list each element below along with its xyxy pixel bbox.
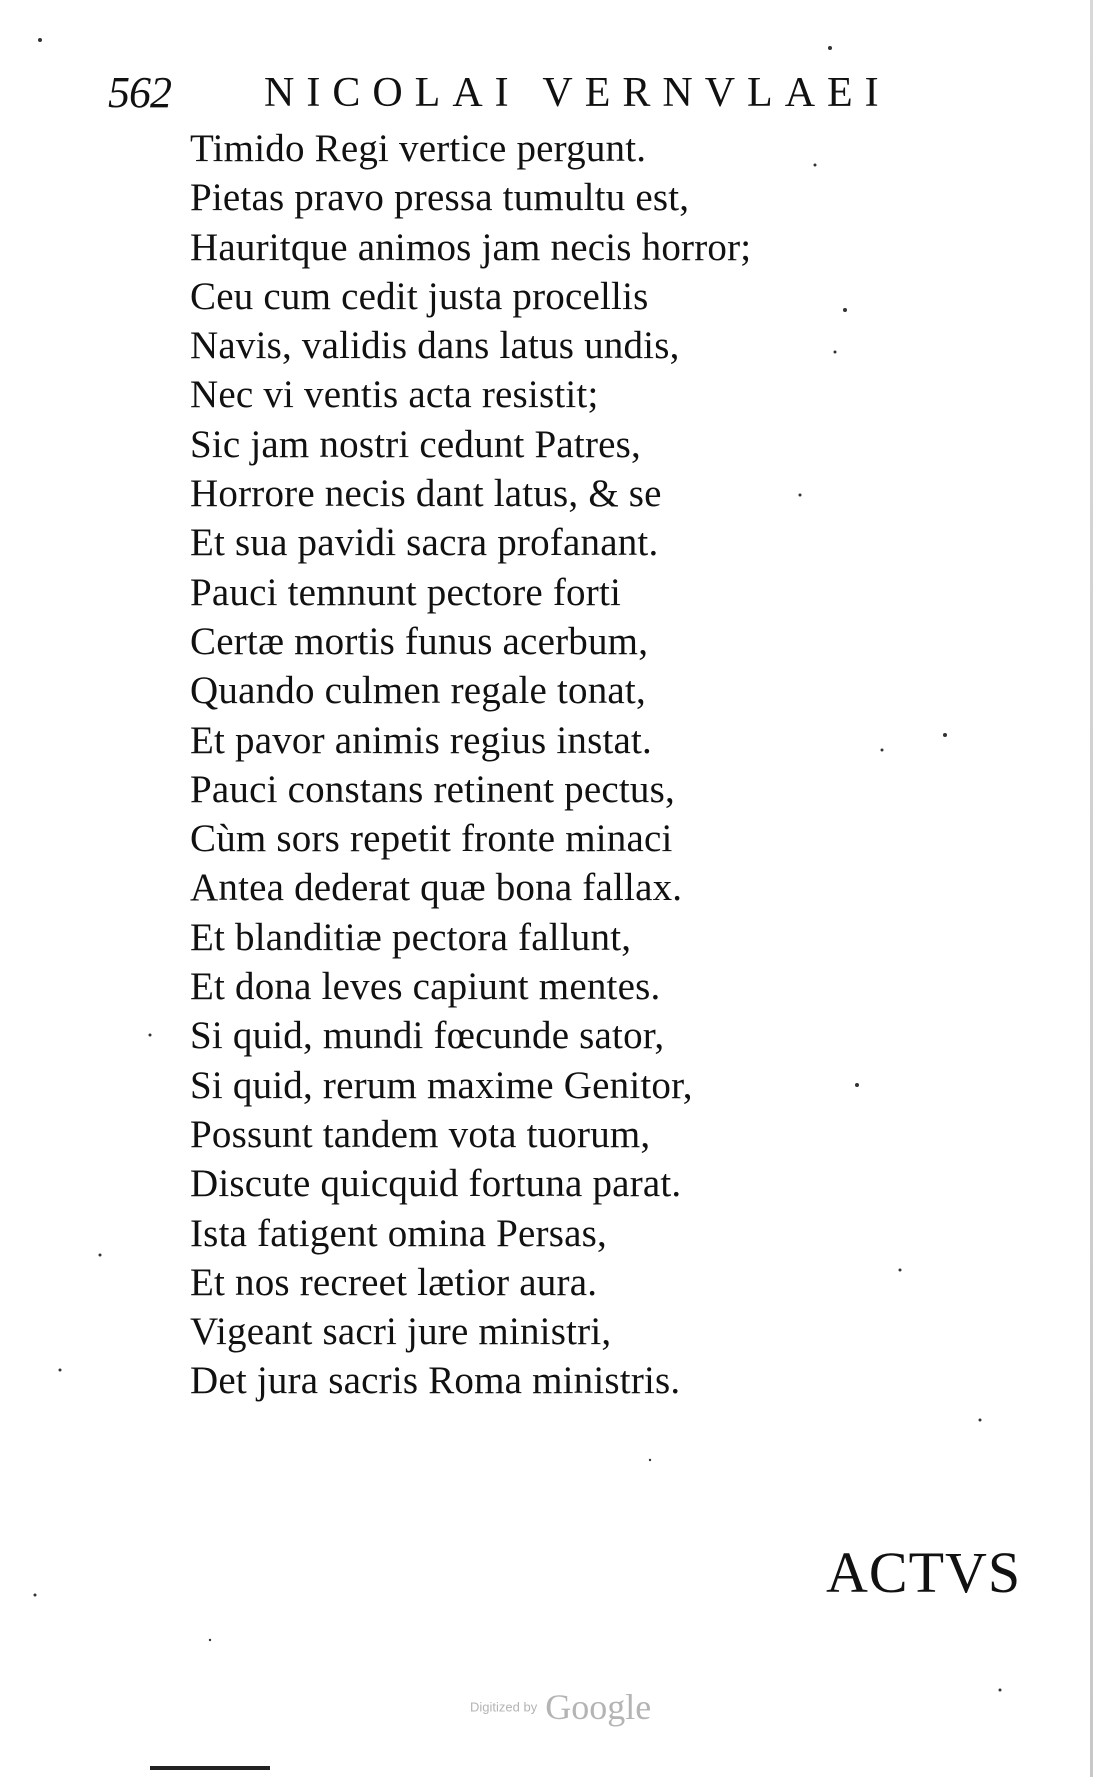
catchword: ACTVS [826, 1540, 1022, 1605]
verse-line: Et sua pavidi sacra profanant. [190, 521, 659, 565]
speck [38, 38, 42, 42]
verse-line: Certæ mortis funus acerbum, [190, 619, 649, 663]
verse-line: Discute quicquid fortuna parat. [190, 1162, 682, 1206]
speck [59, 1369, 62, 1372]
verse-line: Ista fatigent omina Persas, [190, 1211, 607, 1255]
page-header [108, 68, 891, 118]
speck [943, 733, 947, 737]
verse-line: Antea dederat quæ bona fallax. [190, 866, 683, 910]
page-number: 562 [108, 68, 171, 117]
verse-line: Det jura sacris Roma ministris. [190, 1359, 681, 1403]
verse-line: Pietas pravo pressa tumultu est, [190, 176, 690, 220]
digitization-watermark [470, 1686, 651, 1726]
speck [899, 1269, 902, 1272]
verse-line: Quando culmen regale tonat, [190, 669, 646, 713]
speck [99, 1254, 102, 1257]
verse-line: Navis, validis dans latus undis, [190, 324, 680, 368]
verse-line: Et blanditiæ pectora fallunt, [190, 915, 632, 959]
verse-line: Et dona leves capiunt mentes. [190, 965, 661, 1009]
verse-line: Pauci constans retinent pectus, [190, 767, 675, 811]
watermark-prefix: Digitized by [470, 1699, 538, 1715]
verse-line: Pauci temnunt pectore forti [190, 570, 622, 614]
speck [209, 1639, 211, 1641]
speck [828, 46, 832, 50]
speck [149, 1034, 152, 1037]
speck [979, 1419, 982, 1422]
bottom-edge-mark [150, 1766, 270, 1770]
verse-line: Et nos recreet lætior aura. [190, 1260, 598, 1304]
verse-line: Timido Regi vertice pergunt. [190, 127, 647, 170]
verse-line: Et pavor animis regius instat. [190, 718, 653, 762]
running-head: NICOLAI VERNVLAEI [264, 70, 891, 116]
verse-line: Hauritque animos jam necis horror; [190, 225, 752, 269]
verse-block [190, 124, 870, 1406]
verse-line: Nec vi ventis acta resistit; [190, 373, 599, 417]
speck [34, 1594, 37, 1597]
speck [649, 1459, 651, 1461]
verse-line: Sic jam nostri cedunt Patres, [190, 422, 641, 466]
verse-line: Cùm sors repetit fronte minaci [190, 817, 673, 861]
speck [999, 1689, 1002, 1692]
verse-line: Possunt tandem vota tuorum, [190, 1112, 651, 1156]
verse-line: Si quid, rerum maxime Genitor, [190, 1063, 693, 1107]
verse-line: Vigeant sacri jure ministri, [190, 1310, 612, 1354]
verse-line: Si quid, mundi fœcunde sator, [190, 1014, 665, 1058]
verse-line: Horrore necis dant latus, & se [190, 472, 662, 516]
speck [881, 749, 884, 752]
verse-line: Ceu cum cedit justa procellis [190, 274, 649, 318]
google-logo: Google [545, 1687, 652, 1727]
